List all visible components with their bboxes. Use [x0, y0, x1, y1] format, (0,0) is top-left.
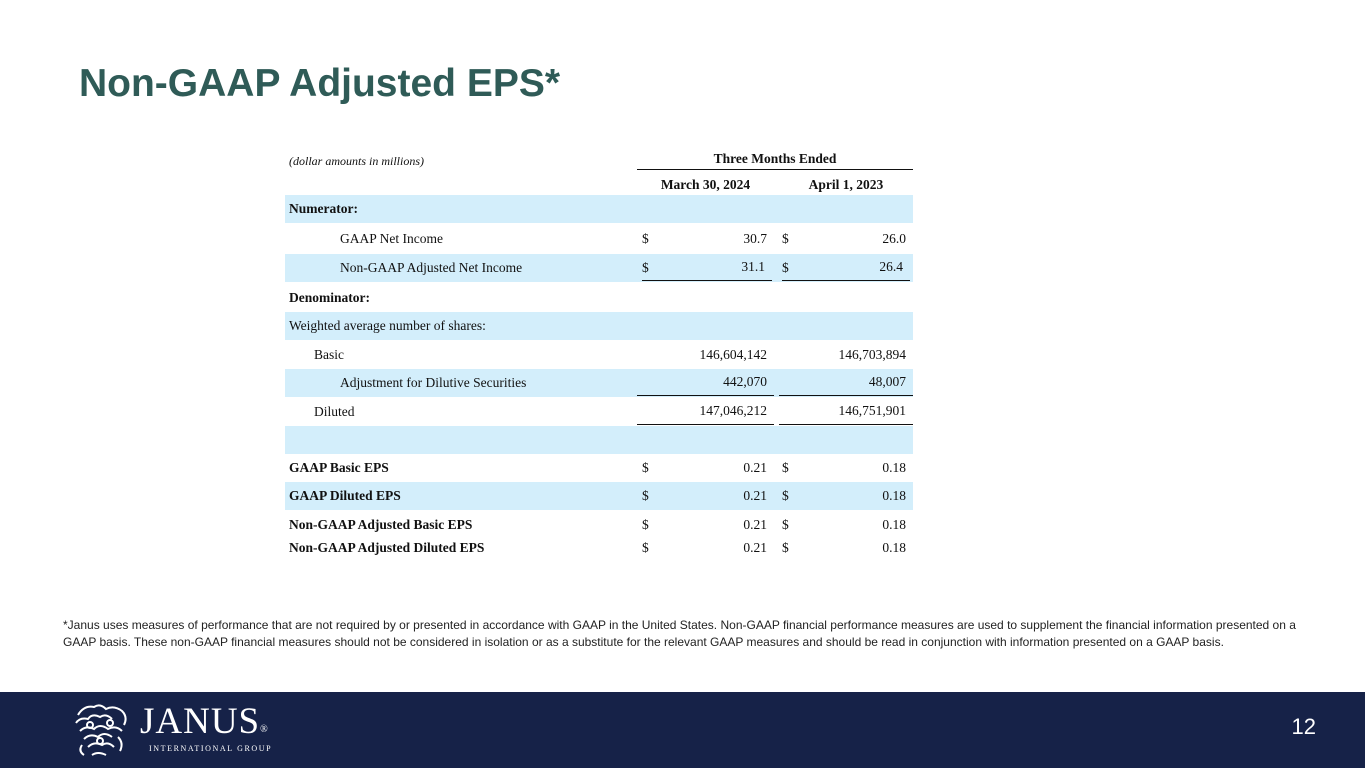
table-row [285, 195, 913, 223]
slide-title: Non-GAAP Adjusted EPS* [79, 62, 561, 105]
period-header: Three Months Ended [637, 151, 913, 170]
currency-symbol: $ [642, 260, 649, 275]
value-2024: 30.7 [743, 231, 767, 246]
currency-symbol: $ [782, 488, 789, 503]
table-row [285, 284, 913, 312]
value-2023: 0.18 [882, 517, 906, 532]
value-2023: 0.18 [882, 460, 906, 475]
currency-symbol: $ [642, 488, 649, 503]
table-row [285, 398, 913, 426]
value-2023: 26.0 [882, 231, 906, 246]
table-row [285, 482, 913, 510]
value-2023: 26.4 [782, 254, 910, 281]
value-2024: 442,070 [637, 369, 774, 396]
value-2024: 0.21 [743, 488, 767, 503]
page-number: 12 [1291, 714, 1316, 739]
row-label: Adjustment for Dilutive Securities [340, 375, 527, 390]
value-2023: 146,751,901 [779, 398, 913, 425]
footnote: *Janus uses measures of performance that are not required by or presented in accordance with GAAP in the United States. Non-GAAP financial performance measures are used to supplement the financial information presented on a GAAP basis. These non-GAAP financial measures should not be considered in isolation or as a substitute for the relevant GAAP measures and should be read in conjunction with information presented on a GAAP basis. [63, 618, 1296, 649]
row-label: Weighted average number of shares: [289, 318, 486, 333]
row-label: GAAP Basic EPS [289, 460, 389, 475]
value-2024: 31.1 [642, 254, 772, 281]
row-label: Numerator: [289, 201, 358, 216]
footer-band [0, 692, 1365, 768]
row-label: Diluted [314, 404, 355, 419]
value-2023: 0.18 [882, 540, 906, 555]
row-label: Non-GAAP Adjusted Net Income [340, 260, 523, 275]
row-label: Non-GAAP Adjusted Diluted EPS [289, 540, 485, 555]
currency-symbol: $ [782, 260, 789, 275]
currency-symbol: $ [782, 517, 789, 532]
value-2024: 146,604,142 [699, 347, 767, 362]
value-2024: 147,046,212 [637, 398, 774, 425]
table-row-spacer [285, 426, 913, 454]
value-2024: 0.21 [743, 517, 767, 532]
logo-subtitle: INTERNATIONAL GROUP [149, 744, 273, 753]
value-2023: 146,703,894 [838, 347, 906, 362]
currency-symbol: $ [642, 517, 649, 532]
currency-symbol: $ [642, 460, 649, 475]
value-2023: 48,007 [779, 369, 913, 396]
column-header-2023: April 1, 2023 [779, 177, 913, 196]
row-label: GAAP Net Income [340, 231, 443, 246]
value-2024: 0.21 [743, 540, 767, 555]
logo-wordmark: JANUS® [140, 701, 269, 742]
row-label: Non-GAAP Adjusted Basic EPS [289, 517, 473, 532]
table-row [285, 225, 913, 253]
currency-symbol: $ [642, 231, 649, 246]
table-row [285, 369, 913, 397]
currency-symbol: $ [642, 540, 649, 555]
table-row [285, 536, 913, 560]
table-row [285, 341, 913, 369]
table-row [285, 254, 913, 282]
column-header-2024: March 30, 2024 [637, 177, 774, 196]
table-row [285, 513, 913, 537]
value-2024: 0.21 [743, 460, 767, 475]
table-header-row [285, 145, 913, 169]
row-label: Denominator: [289, 290, 370, 305]
currency-symbol: $ [782, 231, 789, 246]
table-row [285, 312, 913, 340]
currency-symbol: $ [782, 460, 789, 475]
janus-emblem-icon [70, 701, 134, 759]
column-header-row [285, 171, 913, 195]
row-label: GAAP Diluted EPS [289, 488, 401, 503]
units-note: (dollar amounts in millions) [289, 154, 425, 168]
currency-symbol: $ [782, 540, 789, 555]
row-label: Basic [314, 347, 344, 362]
table-row [285, 454, 913, 482]
value-2023: 0.18 [882, 488, 906, 503]
